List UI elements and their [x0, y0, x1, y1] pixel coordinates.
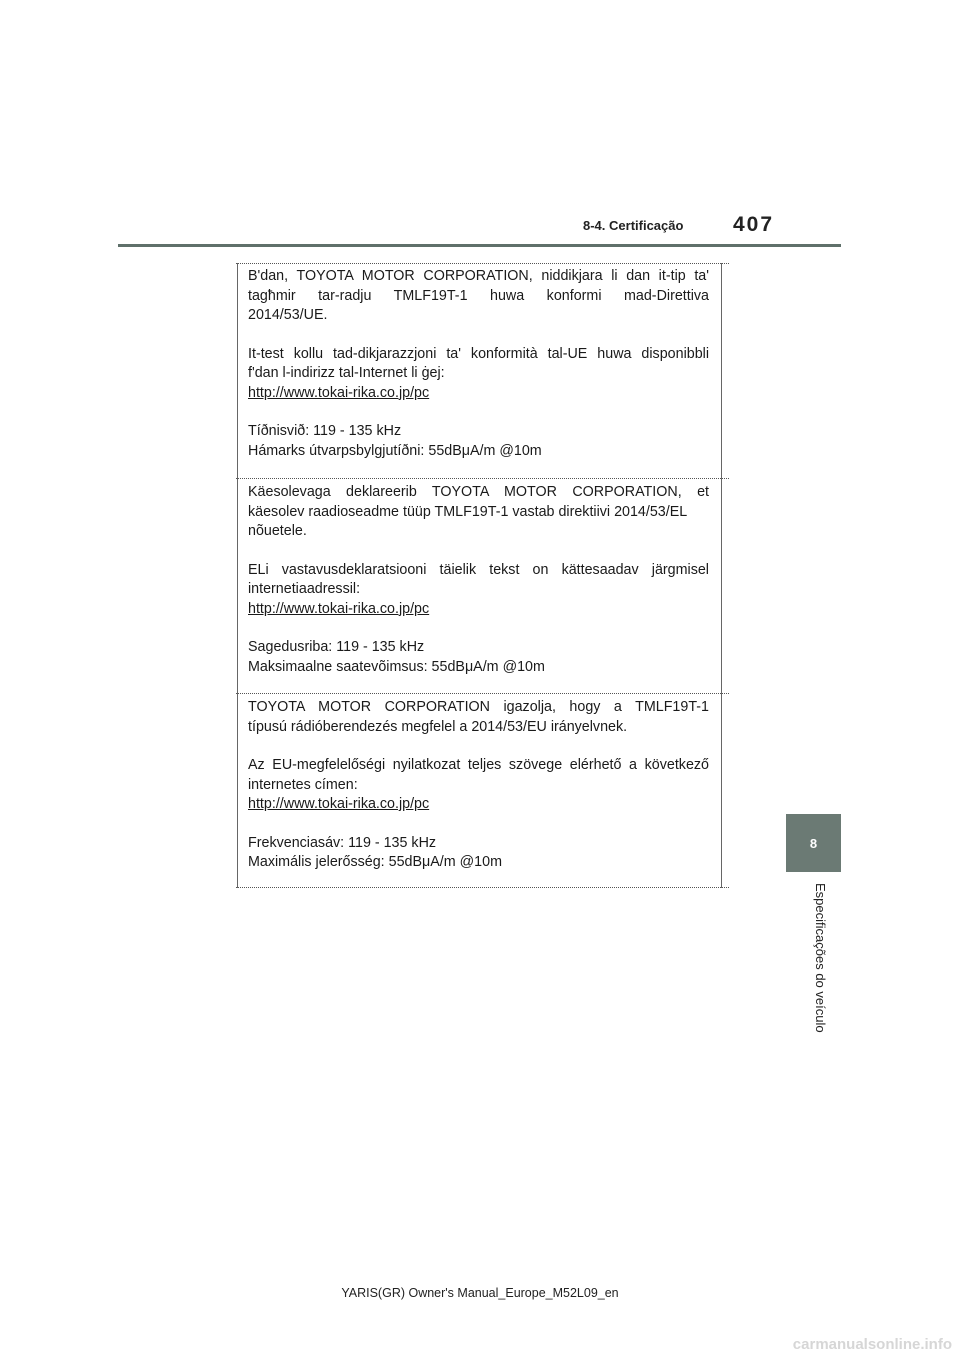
estonian-line-4: ELi vastavusdeklaratsiooni täielik tekst on kättesaadav järgmisel	[248, 561, 709, 578]
dotted-divider	[236, 693, 729, 694]
estonian-power: Maksimaalne saatevõimsus: 55dBμA/m @10m	[248, 658, 545, 675]
dotted-divider	[236, 478, 729, 479]
declaration-scan	[237, 263, 722, 888]
hungarian-line-3: Az EU-megfelelőségi nyilatkozat teljes szövege elérhető a következő	[248, 757, 709, 773]
hungarian-declaration	[248, 698, 709, 873]
chapter-title-vertical: Especificações do veículo	[813, 883, 828, 1033]
maltese-power: Hámarks útvarpsbylgjutíðni: 55dBμA/m @10m	[248, 442, 542, 459]
estonian-url-link[interactable]: http://www.tokai-rika.co.jp/pc	[248, 600, 430, 617]
maltese-frequency: Tíðnisvið: 119 - 135 kHz	[248, 423, 402, 439]
maltese-url-link[interactable]: http://www.tokai-rika.co.jp/pc	[248, 384, 430, 401]
section-title: 8-4. Certificação	[583, 218, 684, 233]
page-number: 407	[733, 213, 775, 236]
dotted-divider	[236, 887, 729, 888]
watermark: carmanualsonline.info	[792, 1336, 952, 1353]
dotted-divider	[236, 263, 729, 264]
estonian-declaration	[248, 483, 709, 677]
estonian-line-2: käesolev raadioseadme tüüp TMLF19T-1 vastab direktiivi 2014/53/EL	[248, 503, 688, 520]
hungarian-frequency: Frekvenciasáv: 119 - 135 kHz	[248, 834, 437, 851]
hungarian-line-4: internetes címen:	[248, 776, 358, 793]
estonian-frequency: Sagedusriba: 119 - 135 kHz	[248, 639, 425, 655]
hungarian-line-1: TOYOTA MOTOR CORPORATION igazolja, hogy a TMLF19T-1	[248, 699, 709, 715]
hungarian-line-2: típusú rádióberendezés megfelel a 2014/53/EU irányelvnek.	[248, 718, 628, 735]
maltese-line-1: B'dan, TOYOTA MOTOR CORPORATION, niddikjara li dan it-tip ta'	[248, 268, 709, 284]
estonian-line-5: internetiaadressil:	[248, 581, 361, 597]
chapter-number: 8	[809, 835, 818, 851]
chapter-tab	[786, 814, 841, 872]
maltese-line-5: f'dan l-indirizz tal-Internet li ġej:	[248, 365, 445, 381]
estonian-line-1: Käesolevaga deklareerib TOYOTA MOTOR CORPORATION, et	[248, 484, 709, 500]
hungarian-url-link[interactable]: http://www.tokai-rika.co.jp/pc	[248, 796, 430, 812]
maltese-line-2: tagħmir tar-radju TMLF19T-1 huwa konformi mad-Direttiva	[248, 287, 709, 304]
header-rule	[118, 244, 841, 247]
maltese-declaration	[248, 267, 709, 461]
maltese-line-3: 2014/53/UE.	[248, 307, 328, 323]
estonian-line-3: nõuetele.	[248, 523, 307, 539]
footer-manual-id: YARIS(GR) Owner's Manual_Europe_M52L09_en	[341, 1286, 619, 1300]
hungarian-power: Maximális jelerősség: 55dBμA/m @10m	[248, 854, 502, 870]
maltese-line-4: It-test kollu tad-dikjarazzjoni ta' konformità tal-UE huwa disponibbli	[248, 345, 709, 362]
